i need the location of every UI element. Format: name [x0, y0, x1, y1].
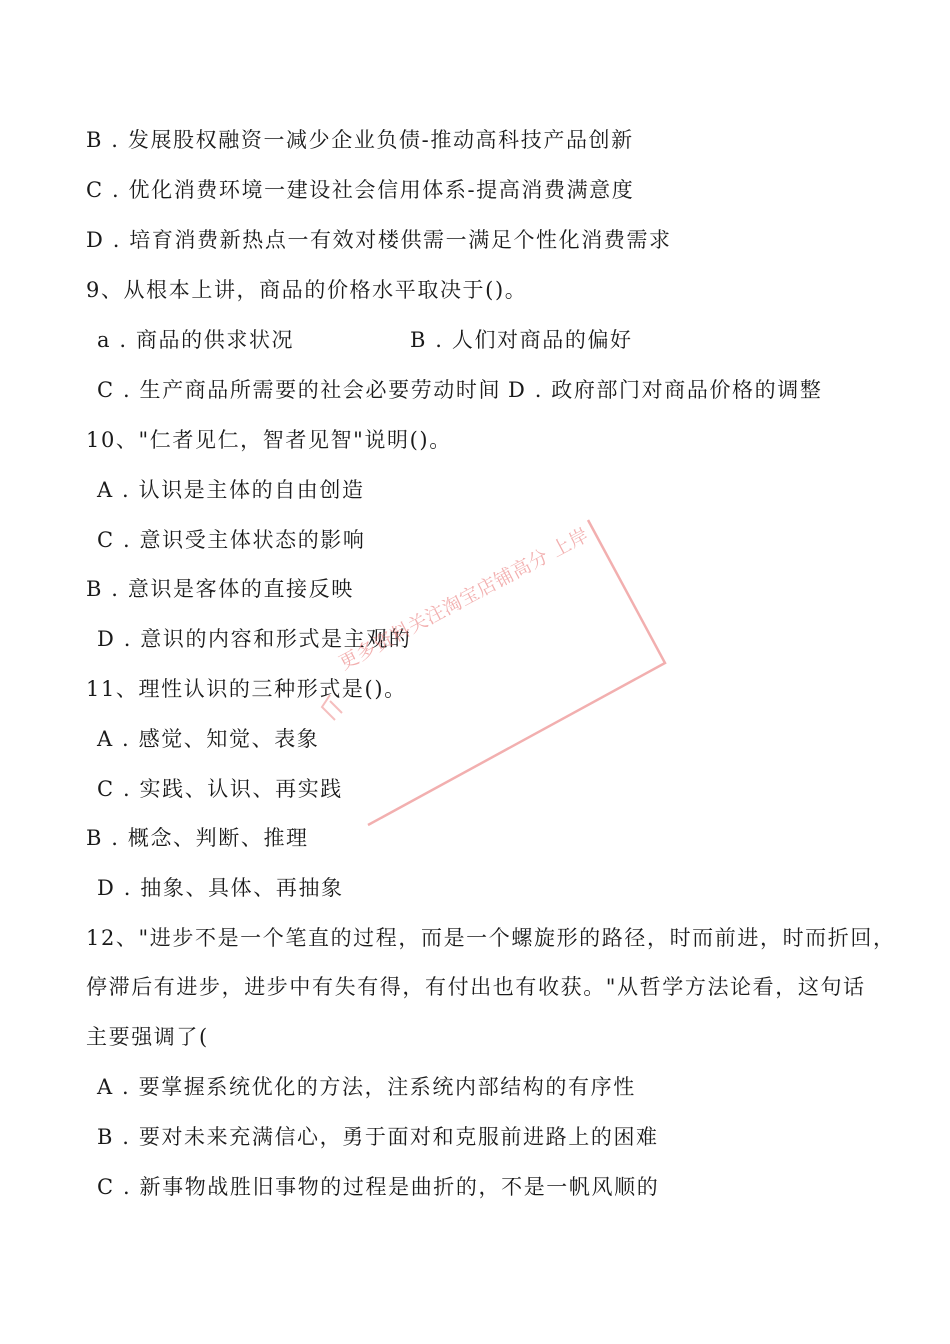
- option-10c: C . 意识受主体状态的影响: [97, 528, 366, 552]
- option-10b: B . 意识是客体的直接反映: [86, 577, 354, 601]
- question-11: 11、理性认识的三种形式是()。: [86, 677, 407, 701]
- option-9c: C . 生产商品所需要的社会必要劳动时间: [97, 378, 502, 402]
- question-12-line2: 停滞后有进步，进步中有失有得，有付出也有收获。"从哲学方法论看，这句话: [86, 975, 866, 999]
- watermark-text: 更多资料关注淘宝店铺高分 上岸: [335, 523, 593, 675]
- option-8c: C . 优化消费环境一建设社会信用体系-提高消费满意度: [86, 178, 635, 202]
- option-11d: D . 抽象、具体、再抽象: [97, 876, 344, 900]
- option-11b: B . 概念、判断、推理: [86, 826, 309, 850]
- question-10: 10、"仁者见仁，智者见智"说明()。: [86, 428, 452, 452]
- option-12a: A . 要掌握系统优化的方法，注系统内部结构的有序性: [97, 1075, 636, 1099]
- option-11a: A . 感觉、知觉、表象: [97, 727, 320, 751]
- option-11c: C . 实践、认识、再实践: [97, 777, 343, 801]
- option-8d: D . 培育消费新热点一有效对楼供需一满足个性化消费需求: [86, 228, 672, 252]
- option-12c: C . 新事物战胜旧事物的过程是曲折的，不是一帆风顺的: [97, 1175, 660, 1199]
- question-12-line1: 12、"进步不是一个笔直的过程，而是一个螺旋形的路径，时而前进，时而折回，: [86, 926, 896, 950]
- option-10d: D . 意识的内容和形式是主观的: [97, 627, 412, 651]
- question-12-line3: 主要强调了(: [86, 1025, 209, 1049]
- question-9: 9、从根本上讲，商品的价格水平取决于()。: [86, 278, 528, 302]
- option-10a: A . 认识是主体的自由创造: [97, 478, 365, 502]
- option-9d: D . 政府部门对商品价格的调整: [508, 378, 823, 402]
- option-8b: B . 发展股权融资一减少企业负债-推动高科技产品创新: [86, 128, 634, 152]
- option-9b: B . 人们对商品的偏好: [410, 328, 633, 352]
- option-9a: a . 商品的供求状况: [97, 328, 295, 352]
- option-12b: B . 要对未来充满信心，勇于面对和克服前进路上的困难: [97, 1125, 659, 1149]
